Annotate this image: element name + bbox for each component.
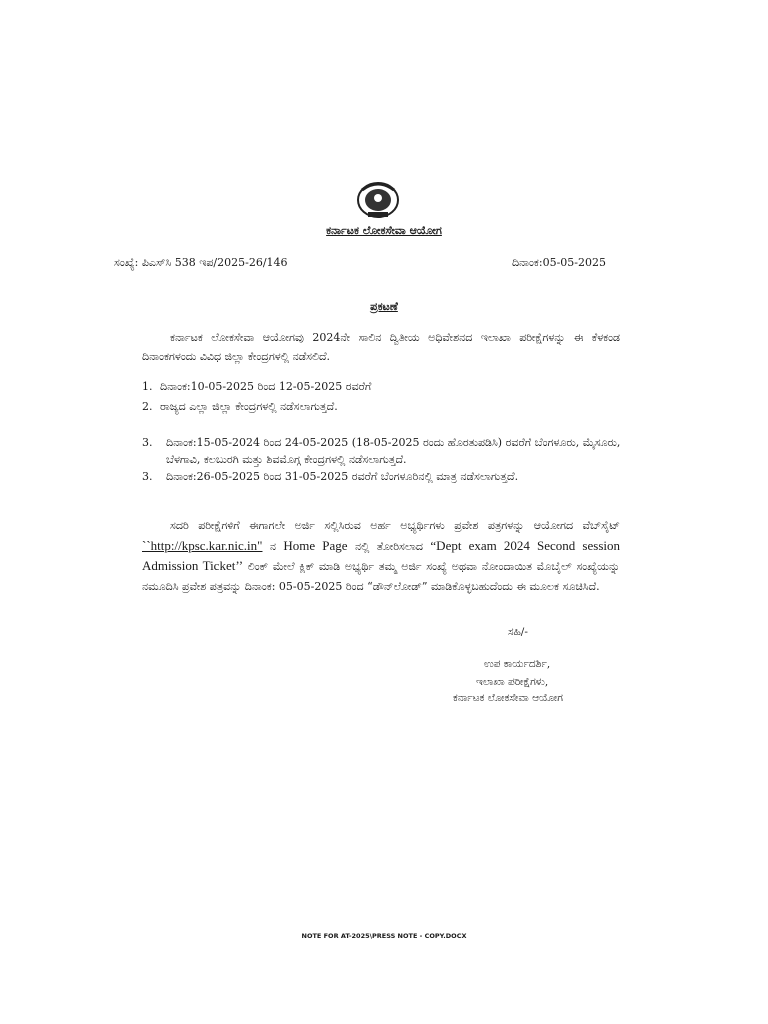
list-text: ದಿನಾಂಕ:10-05-2025 ರಿಂದ 12-05-2025 ರವರೆಗೆ [160,380,372,393]
para2-part3: ನಲ್ಲಿ ತೋರಿಸಲಾದ [354,539,424,553]
list-number: 1. [142,380,153,393]
intro-text: ಕರ್ನಾಟಕ ಲೋಕಸೇವಾ ಆಯೋಗವು 2024ನೇ ಸಾಲಿನ ದ್ವಿತೀಯ ಅಧಿವೇಶನದ ಇಲಾಖಾ ಪರೀಕ್ಷೆಗಳನ್ನು ಈ ಕೆಳಕಂಡ ದಿನಾಂಕಗಳಂದು ವಿವಿಧ ಜಿಲ್ಲಾ ಕೇಂದ್ರಗಳಲ್ಲಿ ನಡೆಸಲಿದೆ. [142,331,620,363]
instructions-paragraph [142,516,620,596]
intro-paragraph [142,328,620,366]
file-path-footer: NOTE FOR AT-2025\PRESS NOTE - COPY.DOCX [301,932,467,940]
list-number: 3. [142,436,153,449]
list-text: ದಿನಾಂಕ:26-05-2025 ರಿಂದ 31-05-2025 ರವರೆಗೆ ಬೆಂಗಳೂರಿನಲ್ಲಿ ಮಾತ್ರ ನಡೆಸಲಾಗುತ್ತದೆ. [166,470,519,483]
list-item [142,434,628,468]
para2-part2: ನ [269,539,276,553]
para2-part4: ಲಿಂಕ್ ಮೇಲೆ ಕ್ಲಿಕ್ ಮಾಡಿ ಅಭ್ಯರ್ಥಿ ತಮ್ಮ ಅರ್ಜಿ ಸಂಖ್ಯೆ ಅಥವಾ ನೋಂದಾಯಿತ ಮೊಬೈಲ್ ಸಂಖ್ಯೆಯನ್ನು ನಮೂದಿಸಿ ಪ್ರವೇಶ ಪತ್ರವನ್ನು ದಿನಾಂಕ: 05-05-2025 ರಿಂದ “ಡೌನ್‌ಲೋಡ್” ಮಾಡಿಕೊಳ್ಳಬಹುದೆಂದು ಈ ಮೂಲಕ ಸೂಚಿಸಿದೆ. [142,560,620,593]
website-link[interactable]: ``http://kpsc.kar.nic.in" [142,537,263,553]
list-item [142,468,662,485]
para2-part1: ಸದರಿ ಪರೀಕ್ಷೆಗಳಿಗೆ ಈಗಾಗಲೇ ಅರ್ಜಿ ಸಲ್ಲಿಸಿರುವ ಅರ್ಹ ಅಭ್ಯರ್ಥಿಗಳು ಪ್ರವೇಶ ಪತ್ರಗಳನ್ನು ಆಯೋಗದ ವೆಬ್‌ಸೈಟ್ [170,519,620,532]
signed-mark: ಸಹಿ/- [508,626,528,638]
signatory-designation: ಉಪ ಕಾರ್ಯದರ್ಶಿ, [484,658,551,670]
list-item [142,398,372,415]
karnataka-emblem-icon [354,176,402,220]
list-item [142,378,642,395]
admission-ticket-link-name: “Dept exam 2024 Second session Admission Ticket’’ [142,537,620,573]
signatory-department: ಇಲಾಖಾ ಪರೀಕ್ಷೆಗಳು, [476,676,549,688]
signatory-organization: ಕರ್ನಾಟಕ ಲೋಕಸೇವಾ ಆಯೋಗ [453,692,563,704]
notice-date: ದಿನಾಂಕ:05-05-2025 [511,256,606,269]
organization-title: ಕರ್ನಾಟಕ ಲೋಕಸೇವಾ ಆಯೋಗ [326,224,442,237]
list-text: ದಿನಾಂಕ:15-05-2024 ರಿಂದ 24-05-2025 (18-05-2025 ರಂದು ಹೊರತುಪಡಿಸಿ) ರವರೆಗೆ ಬೆಂಗಳೂರು, ಮೈಸೂರು, ಬೆಳಗಾವಿ, ಕಲಬುರಗಿ ಮತ್ತು ಶಿವಮೊಗ್ಗ ಕೇಂದ್ರಗಳಲ್ಲಿ ನಡೆಸಲಾಗುತ್ತದೆ. [166,436,621,466]
home-page-text: Home Page [283,537,348,553]
list-text: ರಾಜ್ಯದ ಎಲ್ಲಾ ಜಿಲ್ಲಾ ಕೇಂದ್ರಗಳಲ್ಲಿ ನಡೆಸಲಾಗುತ್ತದೆ. [160,400,338,413]
notice-heading: ಪ್ರಕಟಣೆ [370,300,398,313]
reference-number: ಸಂಖ್ಯೆ: ಪಿಎಸ್‌ಸಿ 538 ಇಪ/2025-26/146 [114,256,288,269]
list-number: 2. [142,400,153,413]
list-number: 3. [142,470,153,483]
